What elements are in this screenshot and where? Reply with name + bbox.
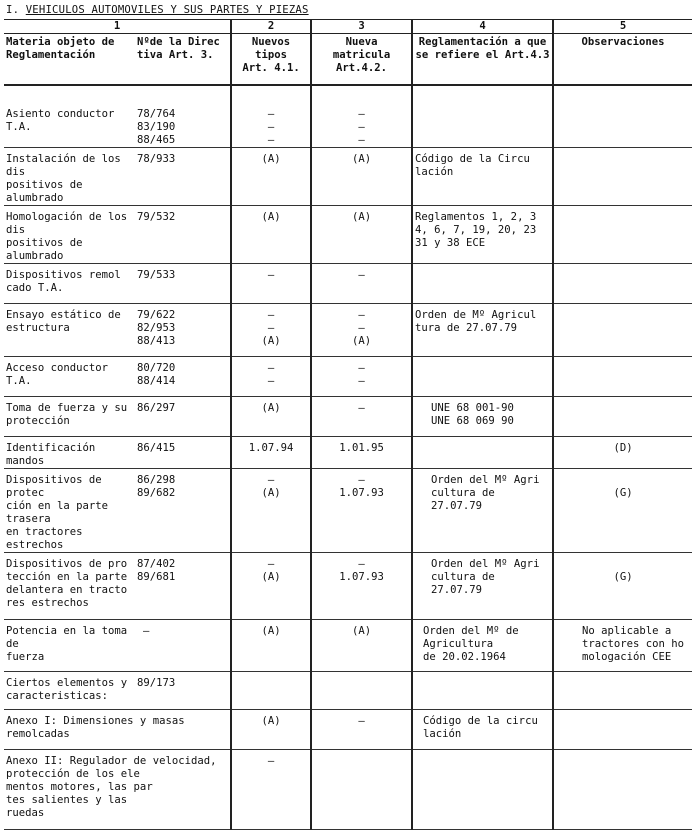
- section-heading: [6, 4, 309, 16]
- cell-reglamentacion: [412, 85, 553, 148]
- cell-nuevos-tipos: [231, 672, 311, 710]
- cell-nuevos-tipos: – (A): [231, 553, 311, 620]
- section-title: VEHICULOS AUTOMOVILES Y SUS PARTES Y PIEZAS: [25, 4, 309, 16]
- cell-nueva-matricula: – 1.07.93: [311, 469, 412, 553]
- cell-observaciones: [553, 357, 692, 397]
- cell-reglamentacion: [412, 750, 553, 830]
- header-directiva: Nºde la Direc tiva Art. 3.: [135, 34, 231, 86]
- cell-materia: Anexo I: Dimensiones y masas remolcadas: [4, 710, 231, 750]
- cell-directiva: 87/402 89/681: [135, 553, 231, 620]
- cell-materia: Dispositivos de protec ción en la parte trasera en tractores estrechos: [4, 469, 135, 553]
- header-nuevos-tipos: Nuevos tipos Art. 4.1.: [231, 34, 311, 86]
- cell-materia: Potencia en la toma de fuerza: [4, 620, 135, 672]
- regulation-table: [4, 19, 692, 830]
- table-row: [4, 469, 692, 553]
- column-number-row: [4, 20, 692, 34]
- cell-reglamentacion: [412, 672, 553, 710]
- column-number-3: 3: [311, 20, 412, 34]
- cell-observaciones: (G): [553, 553, 692, 620]
- table-row: [4, 750, 692, 830]
- cell-reglamentacion: [412, 437, 553, 469]
- table-row: [4, 85, 692, 148]
- column-number-4: 4: [412, 20, 553, 34]
- cell-directiva: 80/720 88/414: [135, 357, 231, 397]
- cell-nueva-matricula: – – –: [311, 85, 412, 148]
- cell-materia: Instalación de los dis positivos de alumbrado: [4, 148, 135, 206]
- table-row: [4, 148, 692, 206]
- cell-materia: Dispositivos remol cado T.A.: [4, 264, 135, 304]
- cell-directiva: –: [135, 620, 231, 672]
- cell-nueva-matricula: [311, 672, 412, 710]
- cell-directiva: 78/933: [135, 148, 231, 206]
- cell-observaciones: (D): [553, 437, 692, 469]
- table-row: [4, 397, 692, 437]
- cell-directiva: 89/173: [135, 672, 231, 710]
- cell-directiva: 79/622 82/953 88/413: [135, 304, 231, 357]
- cell-materia: Dispositivos de pro tección en la parte delantera en tracto res estrechos: [4, 553, 135, 620]
- cell-observaciones: [553, 672, 692, 710]
- cell-observaciones: [553, 148, 692, 206]
- cell-nueva-matricula: (A): [311, 148, 412, 206]
- cell-reglamentacion: Orden del Mº Agri cultura de 27.07.79: [412, 469, 553, 553]
- cell-nuevos-tipos: (A): [231, 397, 311, 437]
- cell-nueva-matricula: – 1.07.93: [311, 553, 412, 620]
- cell-observaciones: No aplicable a tractores con ho mologación CEE: [553, 620, 692, 672]
- cell-observaciones: [553, 85, 692, 148]
- column-number-5: 5: [553, 20, 692, 34]
- cell-reglamentacion: [412, 264, 553, 304]
- cell-reglamentacion: [412, 357, 553, 397]
- table-row: [4, 264, 692, 304]
- cell-nuevos-tipos: – – –: [231, 85, 311, 148]
- cell-reglamentacion: Reglamentos 1, 2, 3 4, 6, 7, 19, 20, 23 31 y 38 ECE: [412, 206, 553, 264]
- cell-directiva: 79/533: [135, 264, 231, 304]
- cell-observaciones: [553, 397, 692, 437]
- cell-reglamentacion: Orden del Mº de Agricultura de 20.02.1964: [412, 620, 553, 672]
- cell-nuevos-tipos: – –: [231, 357, 311, 397]
- cell-nueva-matricula: 1.01.95: [311, 437, 412, 469]
- cell-observaciones: [553, 264, 692, 304]
- cell-directiva: 78/764 83/190 88/465: [135, 85, 231, 148]
- header-nueva-matricula: Nueva matricula Art.4.2.: [311, 34, 412, 86]
- cell-nueva-matricula: [311, 750, 412, 830]
- cell-materia: Acceso conductor T.A.: [4, 357, 135, 397]
- cell-nuevos-tipos: – – (A): [231, 304, 311, 357]
- cell-directiva: 79/532: [135, 206, 231, 264]
- column-header-row: [4, 34, 692, 86]
- cell-reglamentacion: Orden de Mº Agricul tura de 27.07.79: [412, 304, 553, 357]
- cell-nueva-matricula: –: [311, 710, 412, 750]
- cell-observaciones: [553, 710, 692, 750]
- cell-materia: Homologación de los dis positivos de alumbrado: [4, 206, 135, 264]
- cell-observaciones: [553, 750, 692, 830]
- cell-nueva-matricula: –: [311, 264, 412, 304]
- cell-materia: Ciertos elementos y caracteristicas:: [4, 672, 135, 710]
- cell-nuevos-tipos: 1.07.94: [231, 437, 311, 469]
- cell-nuevos-tipos: (A): [231, 206, 311, 264]
- cell-directiva: 86/298 89/682: [135, 469, 231, 553]
- cell-nueva-matricula: (A): [311, 206, 412, 264]
- column-number-1: 1: [4, 20, 231, 34]
- cell-materia: Toma de fuerza y su protección: [4, 397, 135, 437]
- cell-reglamentacion: Orden del Mº Agri cultura de 27.07.79: [412, 553, 553, 620]
- section-number: I.: [6, 4, 26, 16]
- cell-nueva-matricula: – –: [311, 357, 412, 397]
- cell-materia: Anexo II: Regulador de velocidad, protección de los ele mentos motores, las par tes salientes y las ruedas: [4, 750, 231, 830]
- column-number-2: 2: [231, 20, 311, 34]
- table-row: [4, 553, 692, 620]
- cell-observaciones: [553, 206, 692, 264]
- cell-nuevos-tipos: – (A): [231, 469, 311, 553]
- table-row: [4, 672, 692, 710]
- cell-reglamentacion: Código de la Circu lación: [412, 148, 553, 206]
- cell-directiva: 86/415: [135, 437, 231, 469]
- cell-materia: Asiento conductor T.A.: [4, 85, 135, 148]
- table-row: [4, 304, 692, 357]
- table-row: [4, 206, 692, 264]
- cell-reglamentacion: UNE 68 001-90 UNE 68 069 90: [412, 397, 553, 437]
- cell-nueva-matricula: –: [311, 397, 412, 437]
- table-row: [4, 357, 692, 397]
- table-row: [4, 620, 692, 672]
- cell-nueva-matricula: (A): [311, 620, 412, 672]
- cell-directiva: 86/297: [135, 397, 231, 437]
- header-reglamentacion: Reglamentación a que se refiere el Art.4.3: [412, 34, 553, 86]
- table-row: [4, 437, 692, 469]
- cell-nueva-matricula: – – (A): [311, 304, 412, 357]
- table-row: [4, 710, 692, 750]
- cell-nuevos-tipos: –: [231, 264, 311, 304]
- cell-nuevos-tipos: –: [231, 750, 311, 830]
- header-observaciones: Observaciones: [553, 34, 692, 86]
- cell-nuevos-tipos: (A): [231, 620, 311, 672]
- cell-materia: Ensayo estático de estructura: [4, 304, 135, 357]
- cell-observaciones: [553, 304, 692, 357]
- cell-observaciones: (G): [553, 469, 692, 553]
- cell-reglamentacion: Código de la circu lación: [412, 710, 553, 750]
- cell-materia: Identificación mandos: [4, 437, 135, 469]
- cell-nuevos-tipos: (A): [231, 710, 311, 750]
- cell-nuevos-tipos: (A): [231, 148, 311, 206]
- header-materia: Materia objeto de Reglamentación: [4, 34, 135, 86]
